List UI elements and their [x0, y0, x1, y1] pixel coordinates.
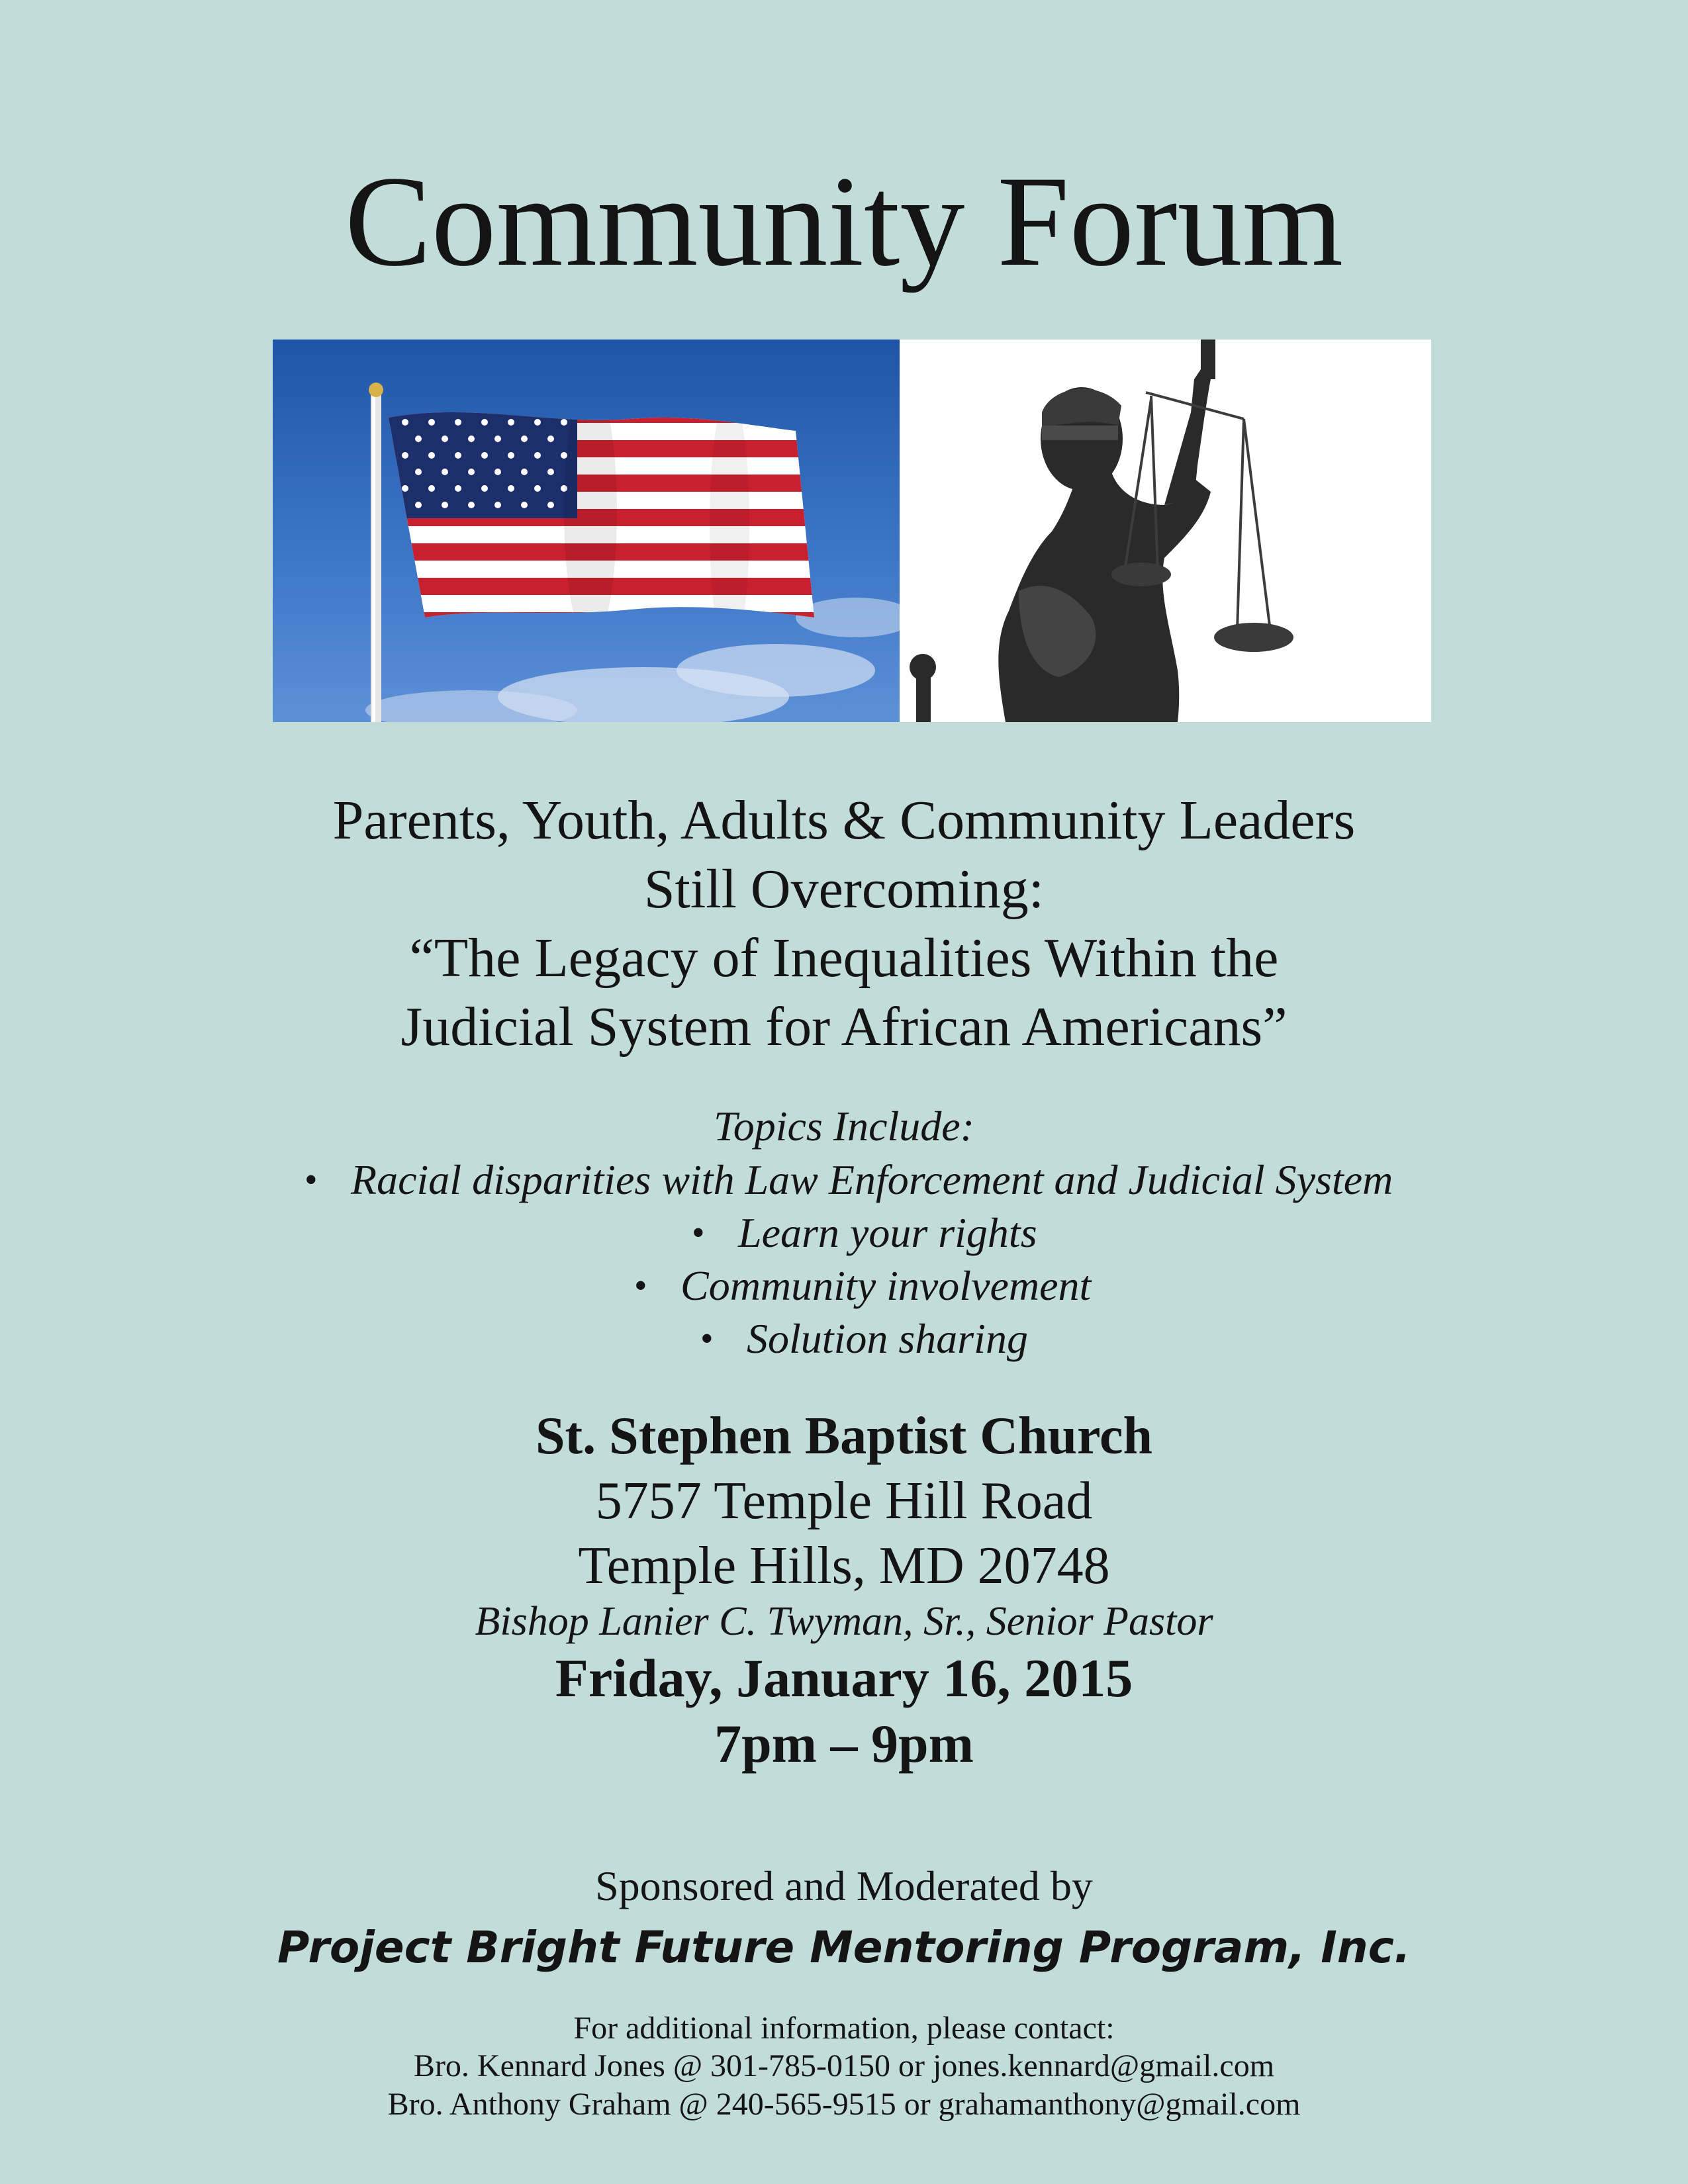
bullet-icon: • [692, 1212, 705, 1253]
lady-justice-image [900, 340, 1431, 722]
american-flag-image [273, 340, 900, 722]
topic-text: Racial disparities with Law Enforcement and Judicial System [351, 1156, 1393, 1203]
contact-anthony-graham: Bro. Anthony Graham @ 240-565-9515 or grahamanthony@gmail.com [387, 2087, 1301, 2122]
contact-label: For additional information, please contact: [573, 2011, 1115, 2046]
sponsor-organization: Project Bright Future Mentoring Program, Inc. [277, 1922, 1411, 1973]
bullet-icon: • [305, 1160, 318, 1201]
header-photos [273, 340, 1431, 722]
event-time: 7pm – 9pm [714, 1713, 974, 1774]
venue-name: St. Stephen Baptist Church [535, 1407, 1153, 1465]
topic-item [700, 1312, 1028, 1365]
bullet-icon: • [634, 1265, 647, 1306]
contact-kennard-jones: Bro. Kennard Jones @ 301-785-0150 or jones.kennard@gmail.com [413, 2048, 1275, 2083]
forum-subtitle [0, 786, 1688, 1062]
topic-text: Community involvement [680, 1262, 1092, 1309]
venue-pastor: Bishop Lanier C. Twyman, Sr., Senior Pastor [475, 1599, 1213, 1644]
topic-text: Learn your rights [738, 1209, 1037, 1256]
event-date: Friday, January 16, 2015 [555, 1648, 1133, 1708]
subtitle-audience: Parents, Youth, Adults & Community Leaders [332, 790, 1356, 851]
bullet-icon: • [700, 1318, 714, 1359]
venue-address-street: 5757 Temple Hill Road [595, 1472, 1093, 1530]
topic-item [634, 1259, 1092, 1312]
sponsor-label: Sponsored and Moderated by [595, 1862, 1093, 1909]
subtitle-overcoming: Still Overcoming: [643, 858, 1045, 920]
topic-item [692, 1206, 1037, 1259]
topics-heading: Topics Include: [713, 1103, 975, 1150]
topic-text: Solution sharing [747, 1315, 1028, 1362]
venue-address-city: Temple Hills, MD 20748 [578, 1537, 1110, 1595]
subtitle-theme-line1: “The Legacy of Inequalities Within the [409, 927, 1279, 989]
topic-item [305, 1154, 1393, 1206]
subtitle-theme-line2: Judicial System for African Americans” [400, 996, 1288, 1058]
page-title: Community Forum [344, 150, 1344, 293]
